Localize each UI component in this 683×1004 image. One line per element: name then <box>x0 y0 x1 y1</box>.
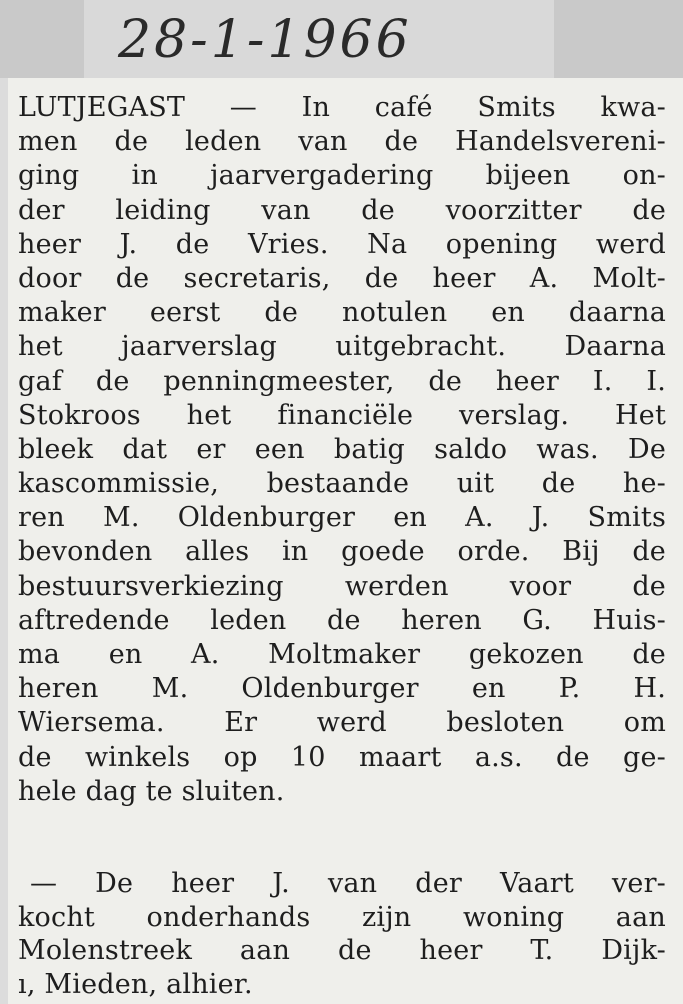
handwritten-date: 28-1-1966 <box>118 10 412 70</box>
article-line: maker eerst de notulen en daarna <box>18 297 666 329</box>
article-line: Wiersema. Er werd besloten om <box>18 707 666 739</box>
article-line: ren M. Oldenburger en A. J. Smits <box>18 502 666 534</box>
article-line: gaf de penningmeester, de heer I. I. <box>18 365 666 397</box>
article-line: ma en A. Moltmaker gekozen de <box>18 639 666 670</box>
article-line: Molenstreek aan de heer T. Dijk- <box>18 935 666 966</box>
article-line: door de secretaris, de heer A. Molt- <box>18 262 666 294</box>
article-line: LUTJEGAST — In café Smits kwa- <box>18 92 666 123</box>
article-line: Stokroos het financiële verslag. Het <box>18 399 666 431</box>
article-line: aftredende leden de heren G. Huis- <box>18 604 666 636</box>
article-line: der leiding van de voorzitter de <box>18 194 666 226</box>
article-line: de winkels op 10 maart a.s. de ge- <box>18 741 666 773</box>
article-line: heer J. de Vries. Na opening werd <box>18 228 666 260</box>
article-lutjegast <box>18 91 666 809</box>
article-line: het jaarverslag uitgebracht. Daarna <box>18 331 666 363</box>
article-line: bestuursverkiezing werden voor de <box>18 570 666 602</box>
article-house-sale <box>18 867 666 1001</box>
article-line: ging in jaarvergadering bijeen on- <box>18 160 666 192</box>
article-line: bevonden alles in goede orde. Bij de <box>18 536 666 568</box>
article-line-last: hele dag te sluiten. <box>18 775 285 807</box>
article-line: kascommissie, bestaande uit de he- <box>18 468 666 500</box>
article-line: kocht onderhands zijn woning aan <box>18 901 666 933</box>
article-line: heren M. Oldenburger en P. H. <box>18 673 666 705</box>
article-line-last: ı, Mieden, alhier. <box>18 968 253 1000</box>
article-line: bleek dat er een batig saldo was. De <box>18 433 666 465</box>
article-line: men de leden van de Handelsvereni- <box>18 126 666 158</box>
article-line: — De heer J. van der Vaart ver- <box>30 868 666 899</box>
clipping-left-edge <box>0 78 8 1004</box>
